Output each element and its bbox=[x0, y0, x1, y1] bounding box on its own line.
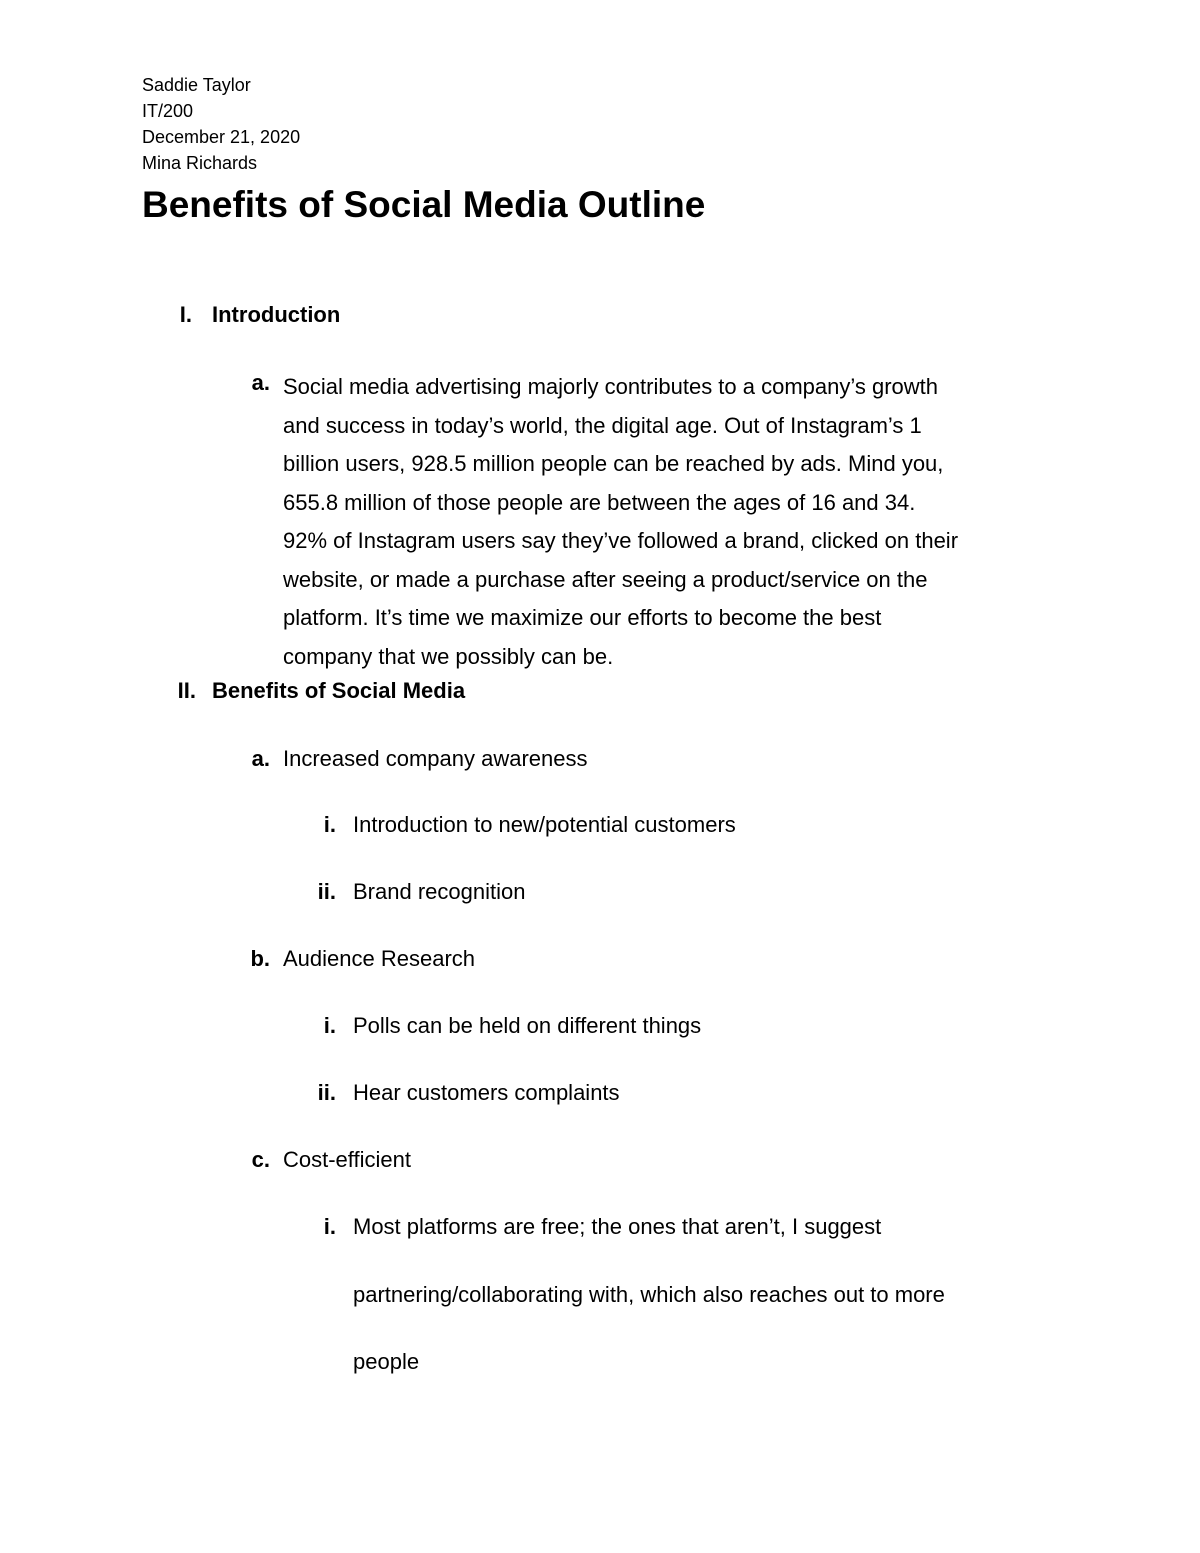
item-letter: b. bbox=[250, 946, 270, 971]
item-letter: a. bbox=[251, 746, 270, 771]
subitem-numeral: i. bbox=[323, 812, 336, 837]
paragraph-line: 92% of Instagram users say they’ve followed a brand, clicked on their bbox=[283, 528, 959, 553]
instructor-name: Mina Richards bbox=[142, 153, 258, 173]
subitem-text: Introduction to new/potential customers bbox=[353, 812, 736, 837]
subitem-line: partnering/collaborating with, which also reaches out to more bbox=[353, 1282, 945, 1307]
item-increased-awareness: Increased company awareness bbox=[283, 746, 588, 771]
introduction-paragraph bbox=[283, 368, 1073, 676]
course-code: IT/200 bbox=[142, 101, 194, 121]
item-audience-research: Audience Research bbox=[283, 946, 476, 971]
author-name: Saddie Taylor bbox=[142, 75, 251, 95]
subitem-numeral: i. bbox=[323, 1013, 336, 1038]
subitem-text: Polls can be held on different things bbox=[353, 1013, 702, 1038]
item-letter: a. bbox=[251, 370, 270, 395]
subitem-line: Most platforms are free; the ones that aren’t, I suggest bbox=[353, 1214, 882, 1239]
paragraph-line: and success in today’s world, the digital age. Out of Instagram’s 1 bbox=[283, 412, 922, 438]
item-cost-efficient: Cost-efficient bbox=[283, 1147, 411, 1172]
section-heading-introduction: Introduction bbox=[212, 302, 341, 327]
paragraph-line: Social media advertising majorly contributes to a company’s growth bbox=[283, 374, 939, 399]
paragraph-line: website, or made a purchase after seeing a product/service on the bbox=[283, 566, 928, 592]
section-numeral: II. bbox=[177, 678, 196, 703]
subitem-text: Hear customers complaints bbox=[353, 1080, 620, 1105]
paragraph-line: company that we possibly can be. bbox=[283, 643, 614, 669]
subitem-numeral: ii. bbox=[317, 879, 336, 904]
section-heading-benefits: Benefits of Social Media bbox=[212, 678, 466, 703]
page-title: Benefits of Social Media Outline bbox=[142, 184, 706, 225]
subitem-numeral: ii. bbox=[317, 1080, 336, 1105]
paragraph-line: billion users, 928.5 million people can be reached by ads. Mind you, bbox=[283, 451, 944, 476]
subitem-numeral: i. bbox=[323, 1214, 336, 1239]
subitem-line: people bbox=[353, 1349, 420, 1374]
paragraph-line: 655.8 million of those people are between the ages of 16 and 34. bbox=[283, 489, 916, 515]
document-date: December 21, 2020 bbox=[142, 127, 301, 147]
section-numeral: I. bbox=[179, 302, 192, 327]
paragraph-line: platform. It’s time we maximize our efforts to become the best bbox=[283, 605, 882, 630]
subitem-text: Brand recognition bbox=[353, 879, 526, 904]
item-letter: c. bbox=[251, 1147, 270, 1172]
